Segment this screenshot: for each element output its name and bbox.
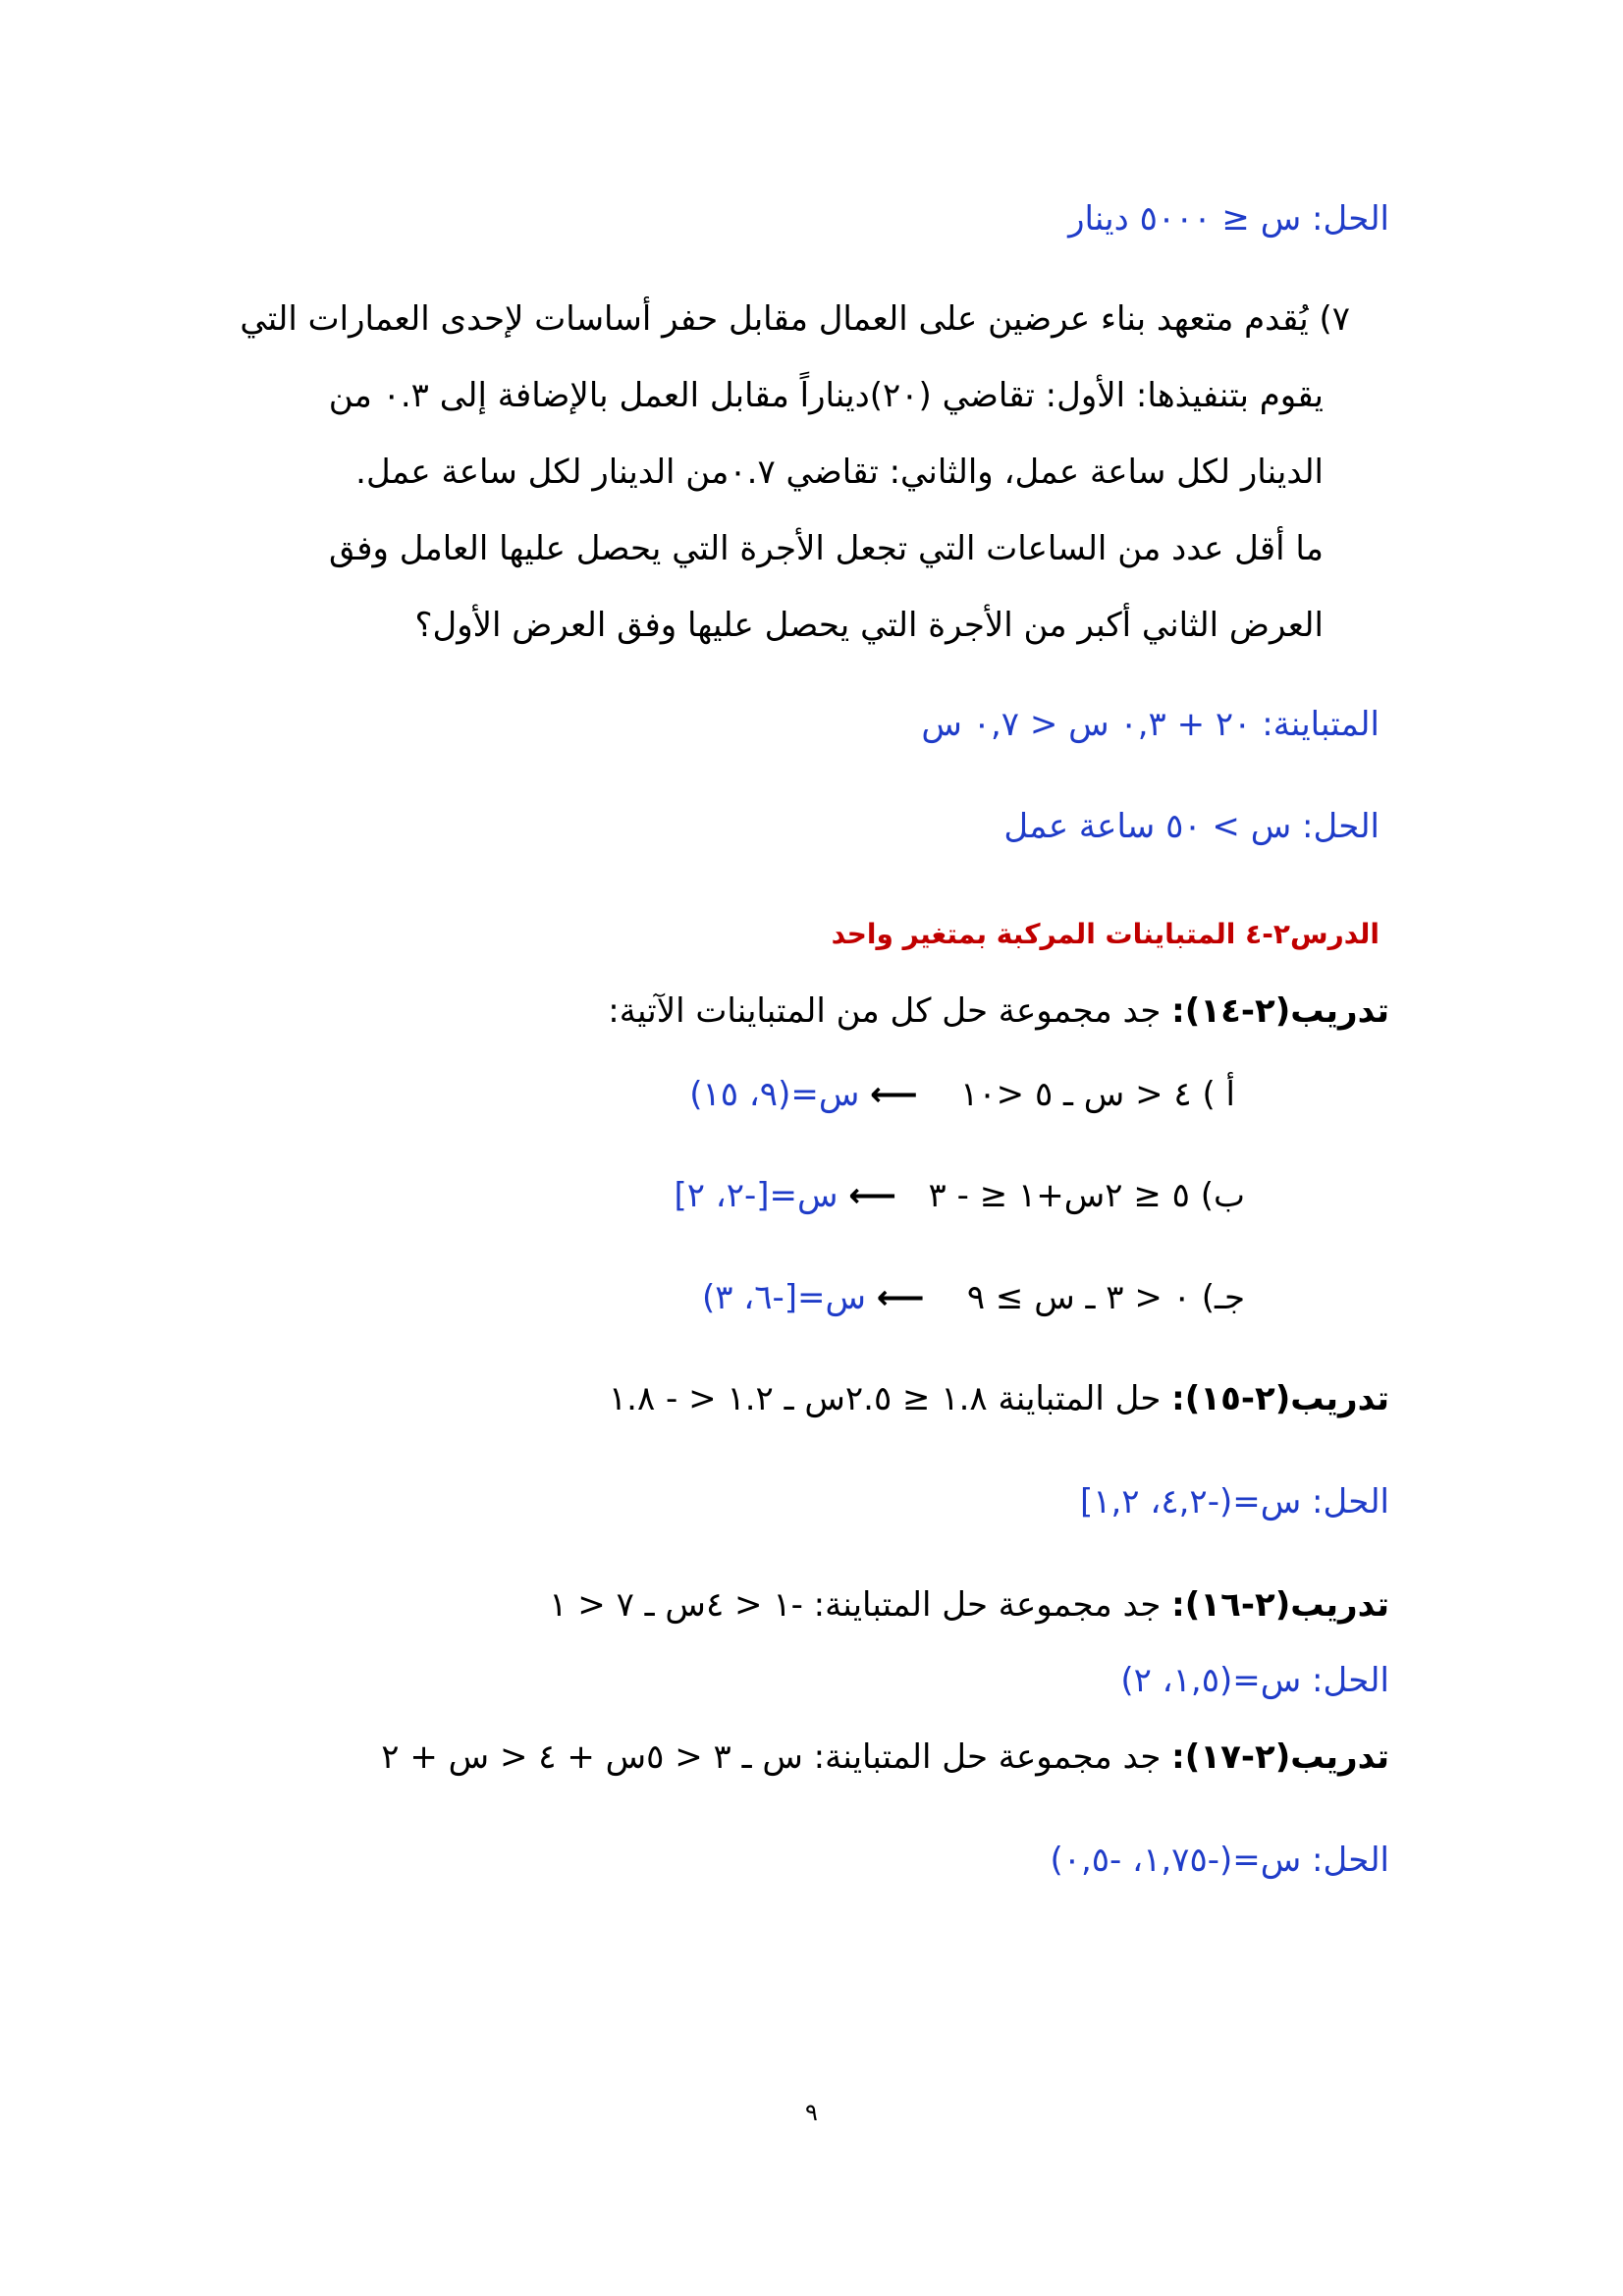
exercise-16-solution: الحل: س=(١,٥، ٢) xyxy=(1120,1661,1389,1700)
part-c-expression: جـ) ٠ < ٣ ـ س ≥ ٩ xyxy=(966,1278,1245,1317)
exercise-17-solution: الحل: س=(-١,٧٥، -٠,٥) xyxy=(1050,1841,1389,1880)
right-arrow-icon: ⟵ xyxy=(870,1075,918,1114)
page-number: ٩ xyxy=(805,2099,818,2126)
lesson-title: الدرس٢-٤ المتباينات المركبة بمتغير واحد xyxy=(831,918,1380,950)
part-b-line xyxy=(0,1176,1623,1216)
question-7-line-3: الدينار لكل ساعة عمل، والثاني: تقاضي ٠.٧من الدينار لكل ساعة عمل. xyxy=(355,453,1324,492)
exercise-15-line xyxy=(0,1379,1623,1419)
solution-line: الحل: س > ٥٠ ساعة عمل xyxy=(1003,807,1380,846)
exercise-label: تدريب(٢-١٥): xyxy=(1171,1379,1389,1418)
part-b-solution: س=[-٢، ٢] xyxy=(674,1176,839,1215)
exercise-label: تدريب(٢-١٧): xyxy=(1171,1737,1389,1777)
exercise-text: حل المتباينة ١.٨ ≤ ٢.٥س ـ ١.٢ < - ١.٨ xyxy=(608,1379,1162,1418)
part-b-expression: ب) ٥ ≤ ٢س+١ ≤ - ٣ xyxy=(928,1176,1245,1215)
part-a-line xyxy=(0,1075,1623,1115)
question-7-line-5: العرض الثاني أكبر من الأجرة التي يحصل عليها وفق العرض الأول؟ xyxy=(414,606,1324,645)
exercise-label: تدريب(٢-١٤): xyxy=(1171,991,1389,1031)
exercise-14-line xyxy=(0,991,1623,1032)
question-7-line-1: ٧) يُقدم متعهد بناء عرضين على العمال مقابل حفر أساسات لإحدى العمارات التي xyxy=(240,299,1350,339)
part-a-solution: س=(٩، ١٥) xyxy=(689,1075,860,1114)
exercise-16-line xyxy=(0,1585,1623,1626)
part-a-expression: أ ) ٤ < س ـ ٥ <١٠ xyxy=(960,1075,1235,1114)
right-arrow-icon: ⟵ xyxy=(848,1176,897,1215)
exercise-label: تدريب(٢-١٦): xyxy=(1171,1585,1389,1625)
part-c-solution: س=[-٦، ٣) xyxy=(701,1278,867,1317)
exercise-15-solution: الحل: س=(-٤,٢، ١,٢] xyxy=(1079,1482,1389,1522)
exercise-text: جد مجموعة حل كل من المتباينات الآتية: xyxy=(608,991,1162,1031)
question-7-line-4: ما أقل عدد من الساعات التي تجعل الأجرة التي يحصل عليها العامل وفق xyxy=(328,529,1324,568)
right-arrow-icon: ⟵ xyxy=(876,1278,925,1317)
inequality-line: المتباينة: ٢٠ + ٠,٣ س < ٠,٧ س xyxy=(921,705,1380,744)
part-c-line xyxy=(0,1278,1623,1318)
solution-line: الحل: س ≤ ٥٠٠٠ دينار xyxy=(1068,199,1389,239)
question-7-line-2: يقوم بتنفيذها: الأول: تقاضي (٢٠)ديناراً مقابل العمل بالإضافة إلى ٠.٣ من xyxy=(328,376,1324,415)
exercise-text: جد مجموعة حل المتباينة: س ـ ٣ < ٥س + ٤ < س + ٢ xyxy=(381,1737,1162,1777)
exercise-text: جد مجموعة حل المتباينة: -١ < ٤س ـ ٧ < ١ xyxy=(549,1585,1162,1625)
exercise-17-line xyxy=(0,1737,1623,1778)
